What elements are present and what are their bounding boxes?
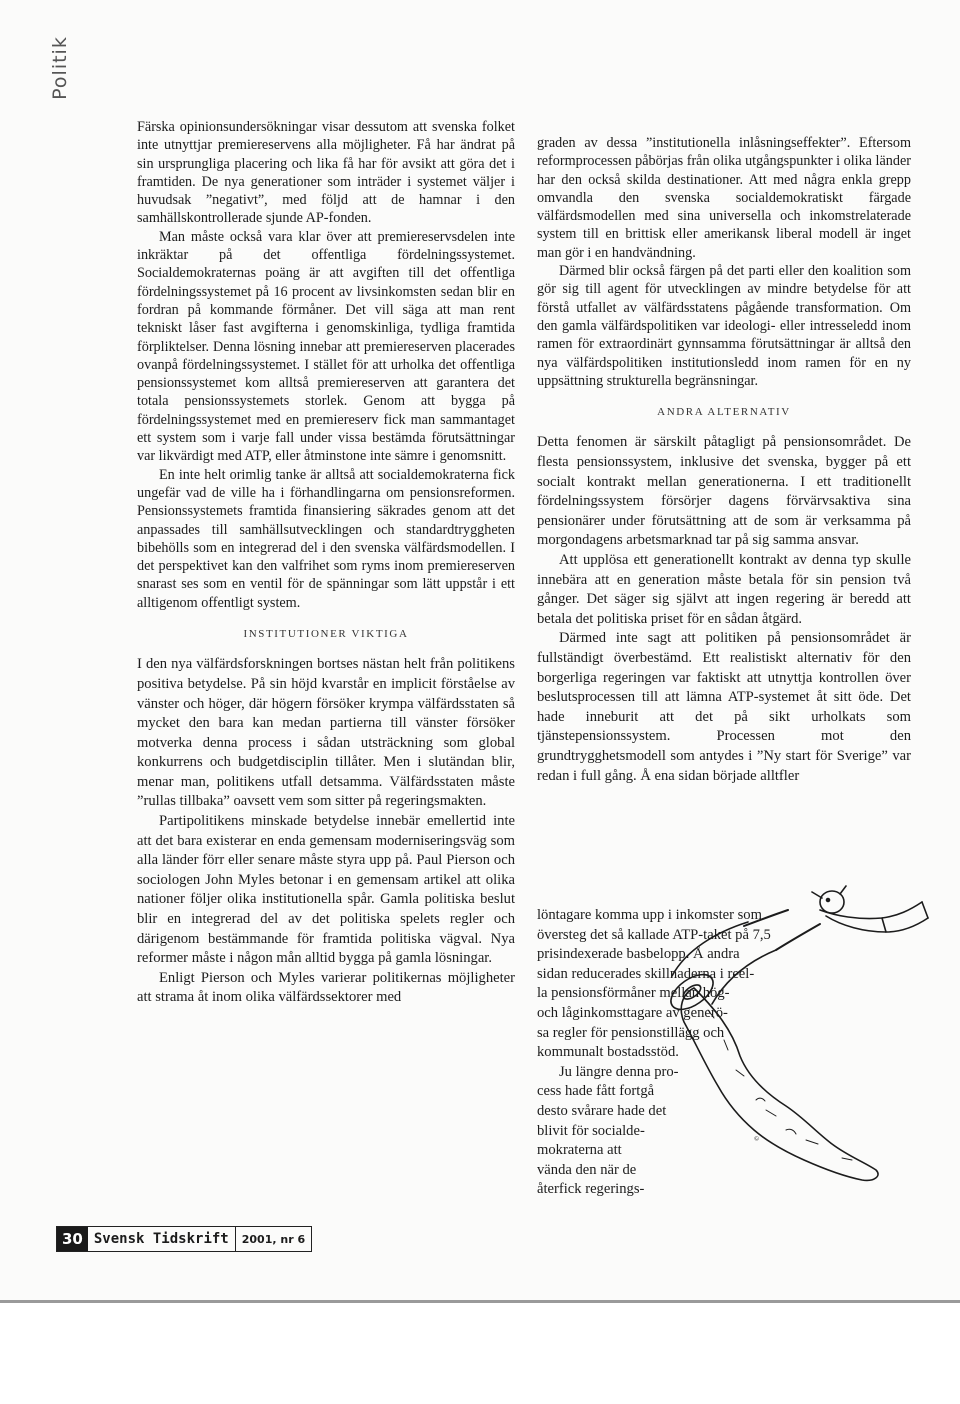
magazine-name: Svensk Tidskrift <box>88 1227 236 1251</box>
scan-edge <box>0 1300 960 1303</box>
wrap-line: återfick regerings- <box>537 1181 645 1198</box>
paragraph: Därmed blir också färgen på det parti eller den koalition som gör sig till agent för utvecklingen av mindre betydelse för att förstå utfallet av välfärdsstatens pågående transformation. Om den gamla välfärdspolitiken var ideologi- eller intresseledd inom ramen för extraordinärt gynnsamma förutsättningar är alltså den nya välfärdspolitiken institutionsledd inom ramen för en ny uppsättning strukturella begränsningar. <box>537 263 911 389</box>
paragraph: Att upplösa ett generationellt kontrakt av denna typ skulle innebära att en generation måste betala för sin pension två gånger. Det säger sig självt att ingen regering är beredd att betala det politiska priset för en sådan åtgärd. <box>537 552 911 627</box>
page-number: 30 <box>57 1227 88 1251</box>
wrap-line: desto svårare hade det <box>537 1103 667 1119</box>
page-footer <box>56 1226 312 1252</box>
right-column <box>537 134 911 786</box>
paragraph: Enligt Pierson och Myles varierar politikernas möjligheter att strama åt inom olika välfärdssektorer med <box>137 969 515 1006</box>
paragraph: Partipolitikens minskade betydelse innebär emellertid inte att det bara existerar en enda gemensam moderniseringsväg som alla länder förr eller senare måste styra upp på. Paul Pierson och sociologen John Myles betonar i en gemensam artikel att olika nationer följer olika institutionella spår. Gamla politiska beslut blir en integrerad del av det politiska spelets regler och därigenom bestämmande för framtida politiska vägval. Nya reformer måste i någon mån alltid bygga på gamla lösningar. <box>137 813 515 967</box>
wrap-line: sidan reducerades skillnaderna i reel- <box>537 965 755 982</box>
left-column <box>137 118 515 1008</box>
wrap-line: löntagare komma upp i inkomster som <box>537 907 762 923</box>
wrap-line: vända den när de <box>537 1161 637 1178</box>
wrap-line: blivit för socialde- <box>537 1122 645 1139</box>
section-heading: ANDRA ALTERNATIV <box>657 406 791 419</box>
section-heading: INSTITUTIONER VIKTIGA <box>243 628 409 641</box>
wrap-line: översteg det så kallade ATP-taket på 7,5 <box>537 926 771 943</box>
paragraph: I den nya välfärdsforskningen bortses nästan helt från politikens positiva betydelse. På sin höjd kvarstår en implicit förståelse av vänster och höger, där högern försöker krympa välfärdsstaten så mycket den bara kan medan partierna till vänster försöker motverka denna process i sådan utsträckning som global konkurrens och budgetdisciplin tillåter. Men i slutändan blir, menar man, politikens utfall detsamma. Välfärdsstaten måste ”rullas tillbaka” oavsett vem som sitter på regeringsmakten. <box>137 656 515 810</box>
issue-label: 2001, nr 6 <box>241 1232 306 1246</box>
section-label-text: Politik <box>49 36 71 100</box>
paragraph: Färska opinionsundersökningar visar dessutom att svenska folket inte utnyttjar premiereservens alla möjligheter. Få har ändrat på sin ursprungliga placering och lika få har för avsikt att göra det i framtiden. De nya generationer som inträder i systemet väljer i huvudsak ”negativt”, med följd att de hamnar i den samhällskontrollerade sjunde AP-fonden. <box>137 119 515 227</box>
paragraph: Detta fenomen är särskilt påtagligt på pensionsområdet. De flesta pensionssystem, inklusive det svenska, bygger på ett socialt kontrakt mellan generationerna. I ett traditionellt fördelningssystem försörjer dagens förvärvsaktiva sina pensionärer under förutsättning att de som är verksamma på morgondagens arbetsmarknad tar på sig samma ansvar. <box>537 434 911 549</box>
wrap-line: cess hade fått fortgå <box>537 1083 655 1100</box>
wrap-line: och låginkomsttagare av generö- <box>537 1005 728 1021</box>
paragraph: Man måste också vara klar över att premiereservsdelen inte inkräktar på det offentliga fördelningssystemet. Socialdemokraternas poäng är att avgiften till det offentliga fördelningssystemet på 16 procent av livsinkomsten sedan blir en fordran på kommande förmåner. Det vill säga att man rent tekniskt låser fast avgifterna i genomskinliga, tydliga framtida förpliktelser. Denna lösning innebar att premiereserven placerades ovanpå fördelningssystemet. I stället för att urholka det offentliga pensionssystemet kom alltså premiereserven att garantera det totala pensionssystemets storlek. Genom att bygga på fördelningssystemet med en premiereserv fick man sammantaget ett system som i varje fall under vissa bestämda förutsättningar var likvärdigt med ATP, eller åtminstone inte sämre i genomsnitt. <box>137 228 515 465</box>
section-label <box>40 18 80 118</box>
wrap-line: Ju längre denna pro- <box>559 1063 679 1080</box>
cartoon-illustration <box>636 880 936 1210</box>
paragraph: Därmed inte sagt att politiken på pensionsområdet är fullständigt överbestämd. Ett realistiskt alternativ för den borgerliga regeringen var faktiskt att utnyttja kontrollen över beslutsprocessen till att lämna ATP-systemet åt sitt öde. Det hade inneburit att det på sikt urholkats som tjänstepensionssystem. Processen mot den grundtrygghetsmodell som antydes i ”Ny start för Sverige” var redan i full gång. Å ena sidan började alltfler <box>537 630 911 784</box>
wrap-line: sa regler för pensionstillägg och <box>537 1024 725 1041</box>
paragraph: graden av dessa ”institutionella inlåsningseffekter”. Eftersom reformprocessen påbörjas från olika utgångspunkter i olika länder har den också skilda destinationer. Att med några enkla grepp omvandla den svenska socialdemokratiskt färgade välfärdsmodellen med sina universella och inkomstrelaterade system till en brittisk eller amerikansk liberal modell är inget man gör i en handvändning. <box>537 135 911 261</box>
artist-signature: © <box>752 1134 762 1144</box>
wrap-line: prisindexerade basbelopp. Å andra <box>537 946 740 963</box>
paragraph: En inte helt orimlig tanke är alltså att socialdemokraterna fick ungefär vad de ville ha i förhandlingarna om pensionsreformen. Pensionssystemets framtida finansiering säkrades genom att det anpassades till samhällsutvecklingen och standardtryggheten bibehölls som en integrerad del i den svenska välfärdsmodellen. I det perspektivet kan den valfrihet som ryms inom premiereserven snarast ses som en ventil för de spänningar som lätt uppstår i ett alltigenom offentligt system. <box>137 466 515 611</box>
wrap-line: mokraterna att <box>537 1142 622 1159</box>
wrap-line: la pensionsförmåner mellan hög- <box>537 985 730 1002</box>
wrap-line: kommunalt bostadsstöd. <box>537 1044 679 1061</box>
